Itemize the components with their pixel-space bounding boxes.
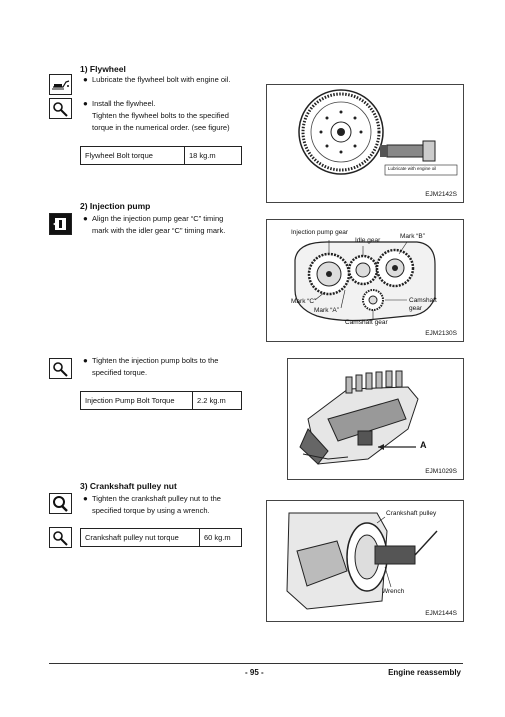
- crankshaft-bullet-tighten: ● Tighten the crankshaft pulley nut to the specified torque by using a wrench.: [83, 494, 221, 515]
- section-title-injection-pump: 2) Injection pump: [80, 201, 151, 211]
- crankshaft-torque-table: [80, 528, 242, 547]
- bullet-dot: ●: [83, 99, 88, 108]
- label-a: A: [420, 440, 427, 450]
- inspection-icon: [49, 493, 72, 514]
- label-mark-c: Mark “C”: [291, 298, 317, 305]
- label-idle-gear: Idle gear: [355, 237, 381, 244]
- injection-pump-torque-table: [80, 391, 242, 410]
- wrench-icon: [49, 358, 72, 379]
- bullet-dot: ●: [83, 214, 88, 223]
- torque-label: Flywheel Bolt torque: [81, 147, 185, 165]
- label-crankshaft-pulley: Crankshaft pulley: [386, 510, 437, 517]
- flywheel-bullet-lubricate: ● Lubricate the flywheel bolt with engine oil.: [83, 75, 231, 84]
- injection-pump-bullet-align: ● Align the injection pump gear “C” timing mark with the idler gear “C” timing mark.: [83, 214, 226, 235]
- figure-caption: EJM2144S: [425, 610, 457, 617]
- flywheel-drawing: [267, 85, 463, 202]
- footer-divider: [49, 663, 463, 664]
- bullet-dot: ●: [83, 75, 88, 84]
- section-title-flywheel: 1) Flywheel: [80, 64, 126, 74]
- section-title-crankshaft: 3) Crankshaft pulley nut: [80, 481, 177, 491]
- bullet-dot: ●: [83, 494, 88, 503]
- oil-can-icon: [49, 74, 72, 95]
- torque-label: Injection Pump Bolt Torque: [81, 392, 193, 410]
- injection-pump-bullet-tighten: ● Tighten the injection pump bolts to the specified torque.: [83, 356, 219, 377]
- wrench-icon: [49, 98, 72, 119]
- injection-pump-figure: [287, 358, 464, 480]
- torque-value: 18 kg.m: [185, 147, 242, 165]
- bullet-dot: ●: [83, 356, 88, 365]
- alignment-mark-icon: [49, 213, 72, 235]
- label-wrench: Wrench: [382, 588, 405, 595]
- flywheel-torque-table: [80, 146, 242, 165]
- figure-caption: EJM2142S: [425, 191, 457, 198]
- footer-section-title: Engine reassembly: [388, 668, 461, 677]
- label-camshaft-gear-right: Camshaft gear: [409, 297, 437, 312]
- flywheel-note: Lubricate with engine oil: [388, 166, 437, 171]
- label-camshaft-gear-bottom: Camshaft gear: [345, 319, 388, 326]
- gear-train-figure: [266, 219, 464, 342]
- flywheel-bullet-install: ● Install the flywheel. Tighten the flywheel bolts to the specified torque in the numerical order. (see figure): [83, 99, 230, 132]
- figure-caption: EJM2130S: [425, 330, 457, 337]
- torque-label: Crankshaft pulley nut torque: [81, 529, 200, 547]
- torque-value: 2.2 kg.m: [193, 392, 242, 410]
- crankshaft-figure: [266, 500, 464, 622]
- flywheel-figure: [266, 84, 464, 203]
- label-mark-a: Mark “A”: [314, 307, 339, 314]
- injection-pump-drawing: [288, 359, 463, 479]
- crankshaft-drawing: [267, 501, 463, 621]
- page-number: - 95 -: [245, 668, 264, 677]
- label-injection-pump-gear: Injection pump gear: [291, 229, 349, 236]
- torque-value: 60 kg.m: [200, 529, 242, 547]
- label-mark-b: Mark “B”: [400, 233, 425, 240]
- figure-caption: EJM1029S: [425, 468, 457, 475]
- wrench-icon: [49, 527, 72, 548]
